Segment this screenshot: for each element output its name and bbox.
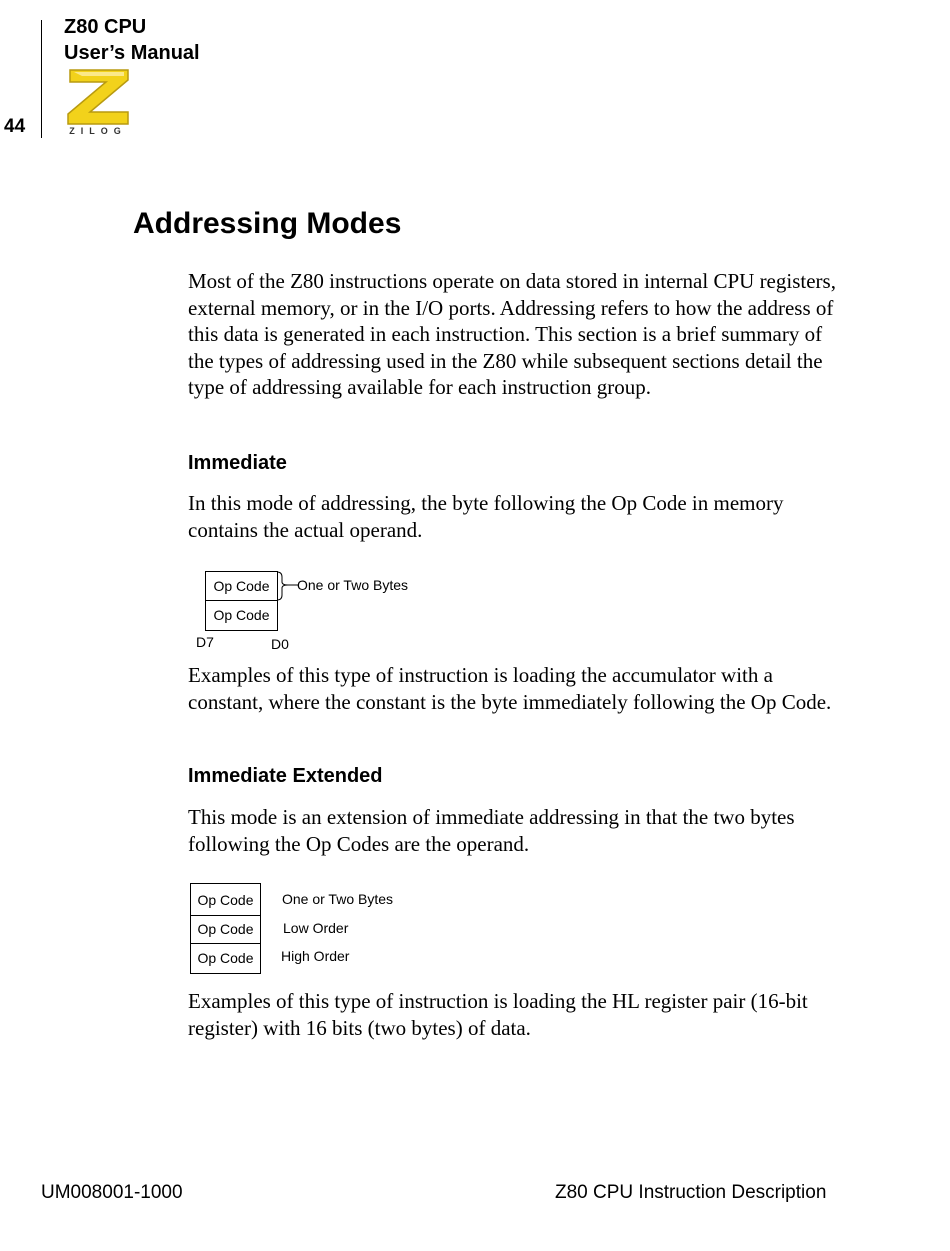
product-title <box>64 14 200 66</box>
header-divider <box>41 20 42 138</box>
opcode-cell: Op Code <box>197 921 254 937</box>
section-title: Addressing Modes <box>133 207 402 240</box>
immediate-extended-heading: Immediate Extended <box>188 765 383 787</box>
logo-wordmark: ZILOG <box>69 126 127 136</box>
manual-name: User’s Manual <box>64 42 200 64</box>
page-number: 44 <box>4 116 26 137</box>
immediate-example: Examples of this type of instruction is loading the accumulator with a constant, where the constant is the byte immediately following the Op Code. <box>188 663 832 714</box>
row-label: One or Two Bytes <box>282 891 394 907</box>
row-label: High Order <box>281 948 350 964</box>
opcode-cell: Op Code <box>197 892 254 908</box>
zilog-z-icon <box>64 66 132 126</box>
intro-paragraph: Most of the Z80 instructions operate on data stored in internal CPU registers, external memory, or in the I/O ports. Addressing refers to how the address of this data is generated in each instruction. This section is a brief summary of the types of addressing used in the Z80 while subsequent sections detail the type of addressing available for each instruction group. <box>188 269 836 399</box>
immediate-extended-description: This mode is an extension of immediate addressing in that the two bytes following the Op Codes are the operand. <box>188 805 795 856</box>
immediate-description: In this mode of addressing, the byte following the Op Code in memory contains the actual operand. <box>188 491 784 542</box>
bit-high-label: D7 <box>196 634 214 650</box>
opcode-stack <box>205 571 278 631</box>
row-label: Low Order <box>283 920 349 936</box>
cell-divider <box>191 943 260 944</box>
opcode-cell: Op Code <box>213 607 270 623</box>
product-name: Z80 CPU <box>64 16 147 38</box>
brace-label: One or Two Bytes <box>297 577 409 593</box>
document-id: UM008001-1000 <box>41 1182 183 1203</box>
bit-low-label: D0 <box>271 636 289 652</box>
cell-divider <box>191 915 260 916</box>
cell-divider <box>206 600 277 601</box>
immediate-heading: Immediate <box>188 452 287 474</box>
zilog-logo <box>64 66 132 138</box>
immediate-extended-example: Examples of this type of instruction is loading the HL register pair (16-bit register) with 16 bits (two bytes) of data. <box>188 989 808 1040</box>
opcode-cell: Op Code <box>197 950 254 966</box>
footer-section-title: Z80 CPU Instruction Description <box>555 1182 827 1203</box>
opcode-stack <box>190 883 261 974</box>
opcode-cell: Op Code <box>213 578 270 594</box>
